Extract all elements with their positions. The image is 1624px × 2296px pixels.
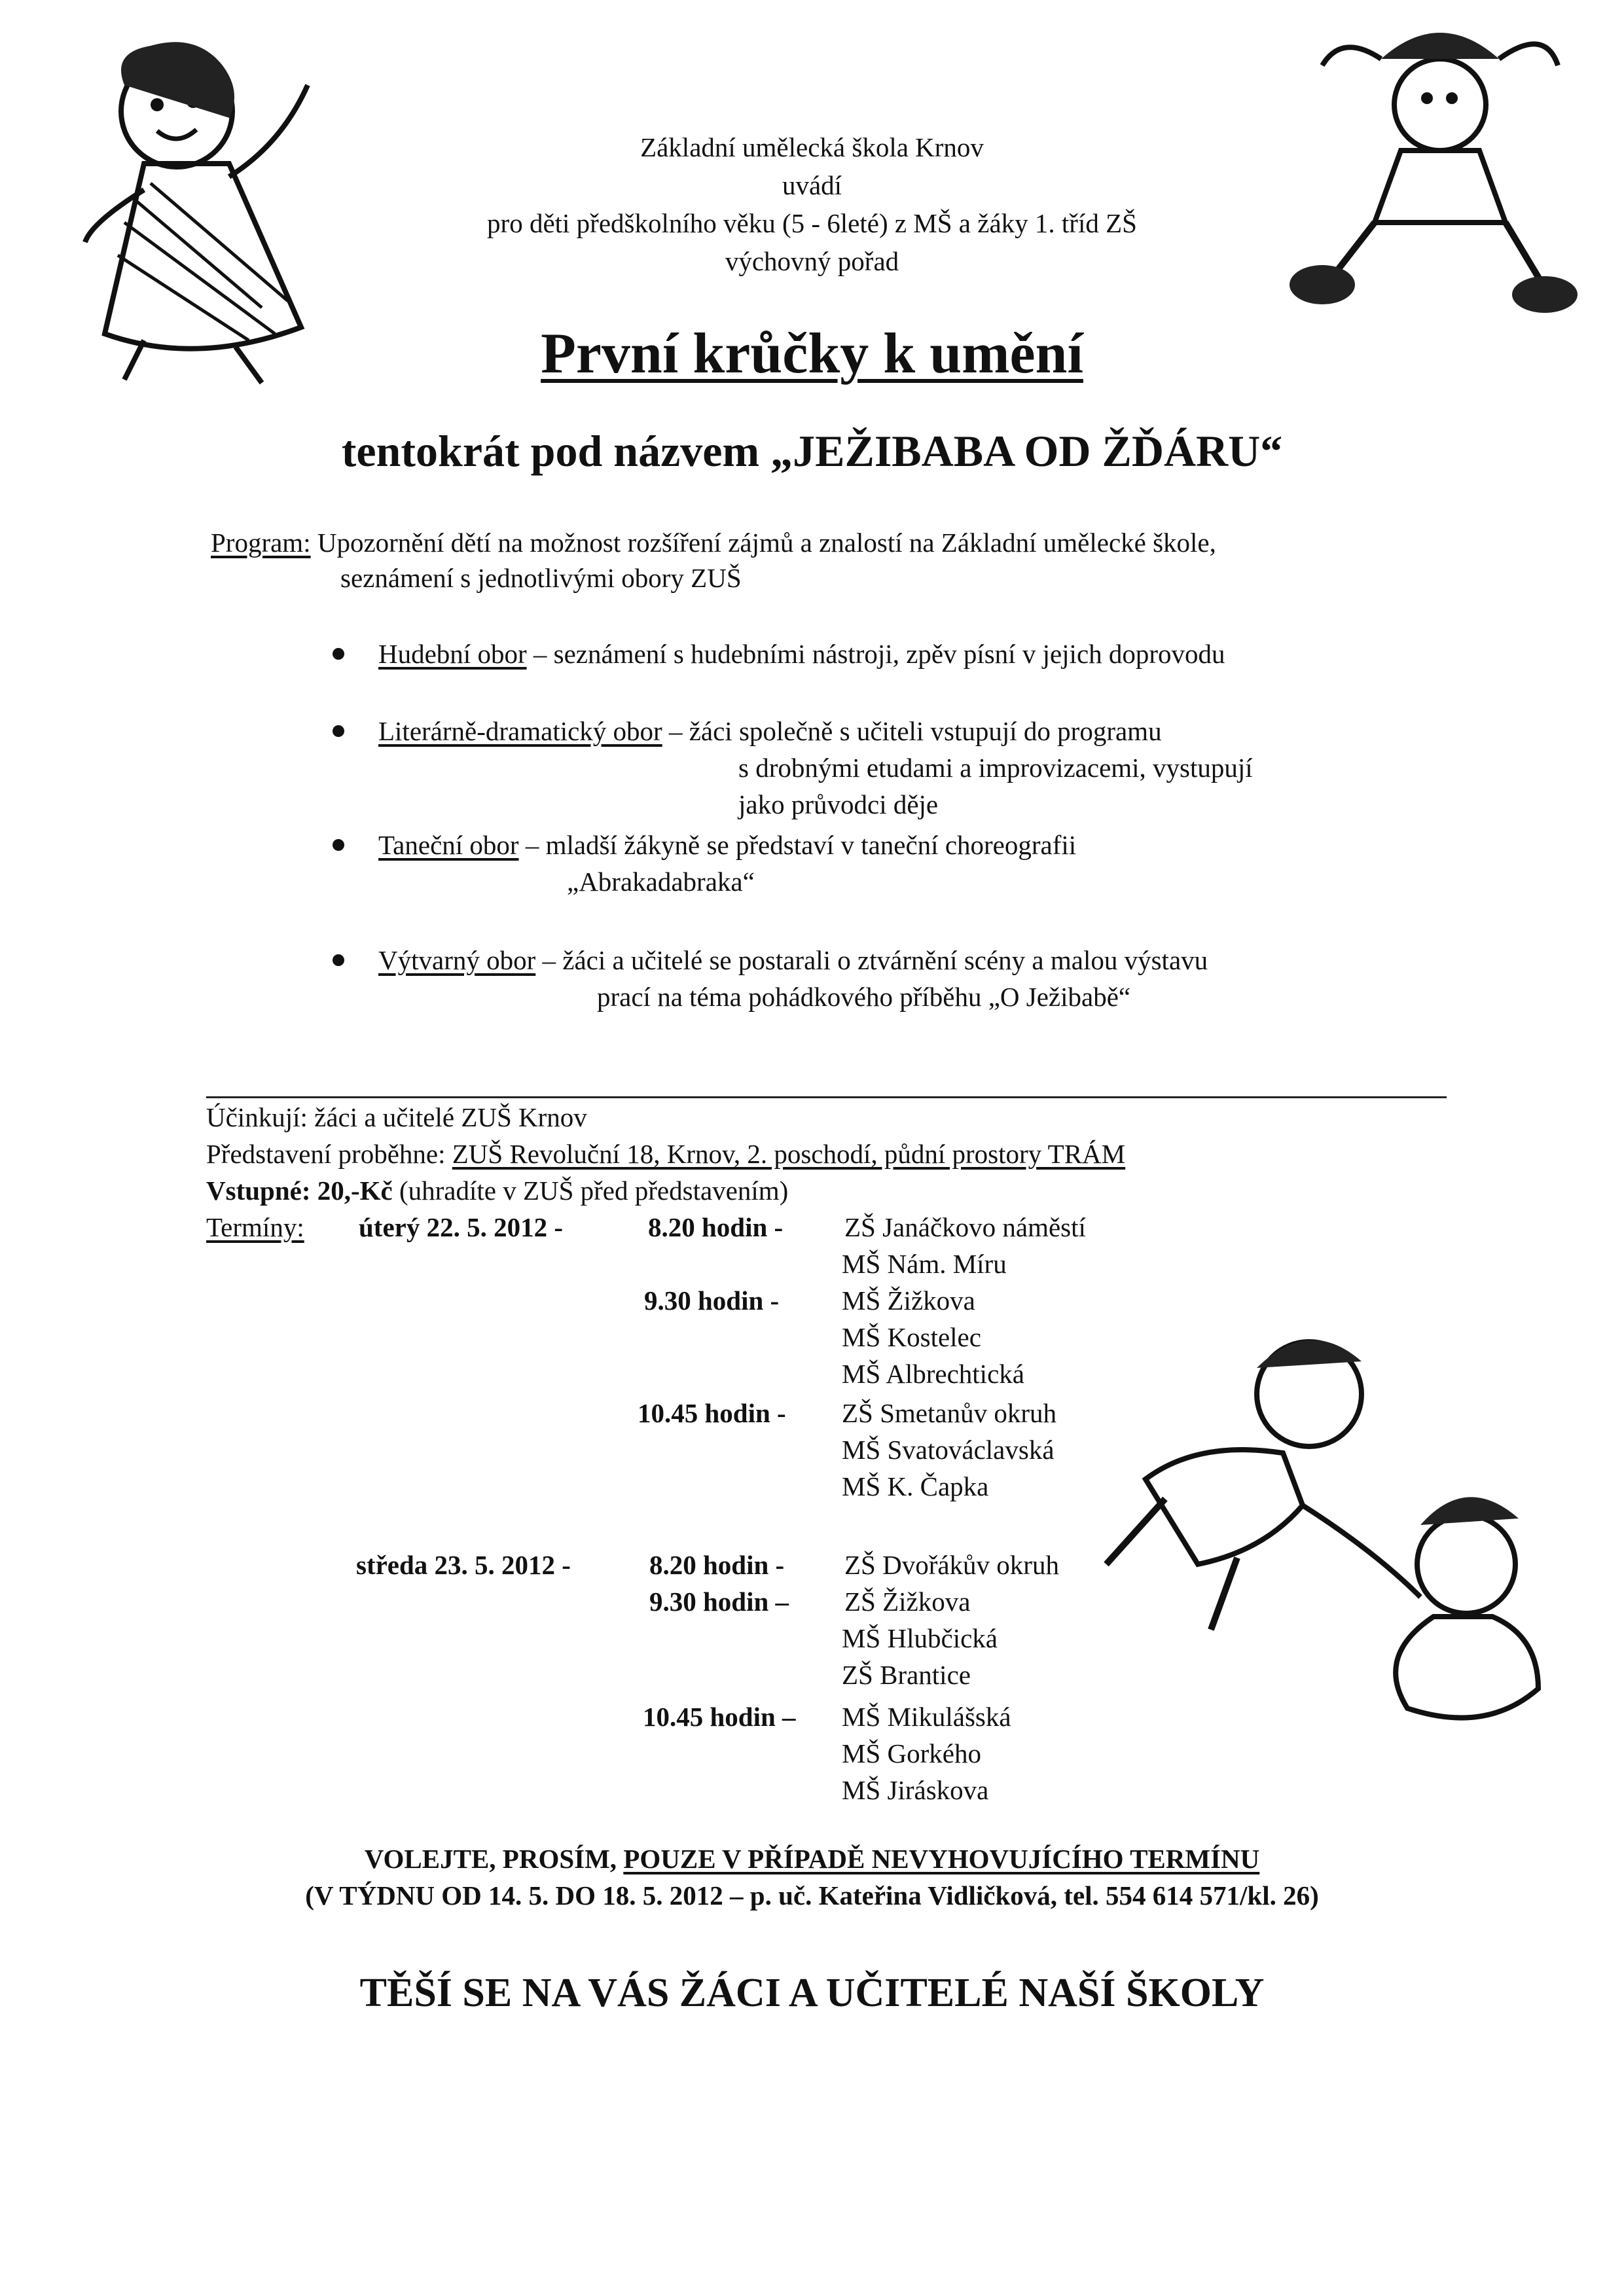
field-desc-cont: jako průvodci děje bbox=[738, 789, 939, 819]
page-subtitle: tentokrát pod názvem „JEŽIBABA OD ŽĎÁRU“ bbox=[341, 426, 1283, 476]
performers-line: Účinkují: žáci a učitelé ZUŠ Krnov bbox=[206, 1102, 587, 1132]
call-notice-a: VOLEJTE, PROSÍM, bbox=[364, 1844, 624, 1874]
venue-line bbox=[206, 1136, 1125, 1172]
schedule-time: 9.30 hodin – bbox=[649, 1587, 789, 1617]
schedule-school: MŠ Gorkého bbox=[842, 1738, 981, 1768]
field-name: Výtvarný obor bbox=[378, 945, 536, 975]
field-name: Hudební obor bbox=[378, 639, 527, 669]
schedule-school: MŠ Mikulášská bbox=[842, 1702, 1011, 1732]
schedule-day: středa 23. 5. 2012 - bbox=[356, 1550, 571, 1580]
field-desc: – žáci společně s učiteli vstupují do programu bbox=[668, 716, 1162, 746]
field-dance bbox=[378, 827, 1076, 863]
fee-line bbox=[206, 1173, 788, 1208]
schedule-school: MŠ Kostelec bbox=[842, 1322, 981, 1352]
program-label: Program: bbox=[211, 528, 311, 558]
bullet-icon bbox=[333, 725, 344, 737]
schedule-school: MŠ Žižkova bbox=[842, 1285, 975, 1316]
schedule-school: ZŠ Dvořákův okruh bbox=[844, 1550, 1059, 1580]
bullet-icon bbox=[333, 954, 344, 966]
field-music bbox=[378, 636, 1225, 672]
schedule-time: 8.20 hodin - bbox=[648, 1212, 784, 1242]
schedule-school: ZŠ Žižkova bbox=[844, 1587, 971, 1617]
audience-line: pro děti předškolního věku (5 - 6leté) z MŠ a žáky 1. tříd ZŠ bbox=[487, 208, 1137, 238]
terms-label: Termíny: bbox=[206, 1212, 304, 1242]
page-title: První krůčky k umění bbox=[541, 322, 1083, 386]
schedule-school: MŠ Nám. Míru bbox=[842, 1249, 1007, 1279]
schedule-school: MŠ Svatováclavská bbox=[842, 1435, 1055, 1465]
schedule-school: MŠ Jiráskova bbox=[842, 1775, 989, 1805]
schedule-school: MŠ K. Čapka bbox=[842, 1471, 989, 1501]
field-drama bbox=[378, 713, 1162, 749]
program-text-1: Upozornění dětí na možnost rozšíření zájmů a znalostí na Základní umělecké škole, bbox=[317, 528, 1216, 558]
schedule-time: 10.45 hodin – bbox=[643, 1702, 796, 1732]
venue-label: Představení proběhne: bbox=[206, 1139, 452, 1169]
program-paragraph bbox=[211, 525, 1216, 560]
field-art bbox=[378, 942, 1208, 978]
schedule-school: ZŠ Brantice bbox=[842, 1660, 971, 1690]
bullet-icon bbox=[333, 648, 344, 660]
schedule-school: ZŠ Smetanův okruh bbox=[842, 1398, 1056, 1428]
bullet-icon bbox=[333, 839, 344, 851]
venue-address: ZUŠ Revoluční 18, Krnov, 2. poschodí, půdní prostory TRÁM bbox=[452, 1139, 1126, 1169]
divider bbox=[206, 1096, 1447, 1098]
fee-note: (uhradíte v ZUŠ před představením) bbox=[392, 1175, 789, 1206]
schedule-school: MŠ Albrechtická bbox=[842, 1359, 1024, 1389]
field-desc: – seznámení s hudebními nástroji, zpěv písní v jejich doprovodu bbox=[533, 639, 1225, 669]
call-notice-b: POUZE V PŘÍPADĚ NEVYHOVUJÍCÍHO TERMÍNU bbox=[623, 1844, 1260, 1874]
field-desc-cont: „Abrakadabraka“ bbox=[567, 867, 755, 897]
field-name: Taneční obor bbox=[378, 830, 519, 860]
closing-line: TĚŠÍ SE NA VÁS ŽÁCI A UČITELÉ NAŠÍ ŠKOLY bbox=[359, 1971, 1265, 2015]
school-name: Základní umělecká škola Krnov bbox=[640, 132, 984, 162]
dancing-children-illustration bbox=[1067, 1289, 1591, 1748]
field-desc-cont: s drobnými etudami a improvizacemi, vystupují bbox=[738, 753, 1253, 783]
schedule-time: 9.30 hodin - bbox=[644, 1285, 780, 1316]
schedule-school: ZŠ Janáčkovo náměstí bbox=[844, 1212, 1086, 1242]
contact-line: (V TÝDNU OD 14. 5. DO 18. 5. 2012 – p. uč. Kateřina Vidličková, tel. 554 614 571/kl. 26) bbox=[305, 1880, 1319, 1910]
field-desc-cont: prací na téma pohádkového příběhu „O Ježibabě“ bbox=[597, 982, 1131, 1012]
program-text-2: seznámení s jednotlivými obory ZUŠ bbox=[340, 563, 742, 593]
schedule-school: MŠ Hlubčická bbox=[842, 1623, 998, 1653]
schedule-time: 10.45 hodin - bbox=[638, 1398, 786, 1428]
schedule-time: 8.20 hodin - bbox=[649, 1550, 785, 1580]
schedule-day: úterý 22. 5. 2012 - bbox=[359, 1212, 564, 1242]
presents-line: uvádí bbox=[782, 170, 842, 200]
field-desc: – žáci a učitelé se postarali o ztvárnění scény a malou výstavu bbox=[542, 945, 1208, 975]
call-notice bbox=[0, 1843, 1624, 1874]
program-type-line: výchovný pořad bbox=[725, 246, 899, 276]
field-desc: – mladší žákyně se představí v taneční choreografii bbox=[525, 830, 1077, 860]
field-name: Literárně-dramatický obor bbox=[378, 716, 662, 746]
fee-label: Vstupné: 20,-Kč bbox=[206, 1175, 393, 1206]
